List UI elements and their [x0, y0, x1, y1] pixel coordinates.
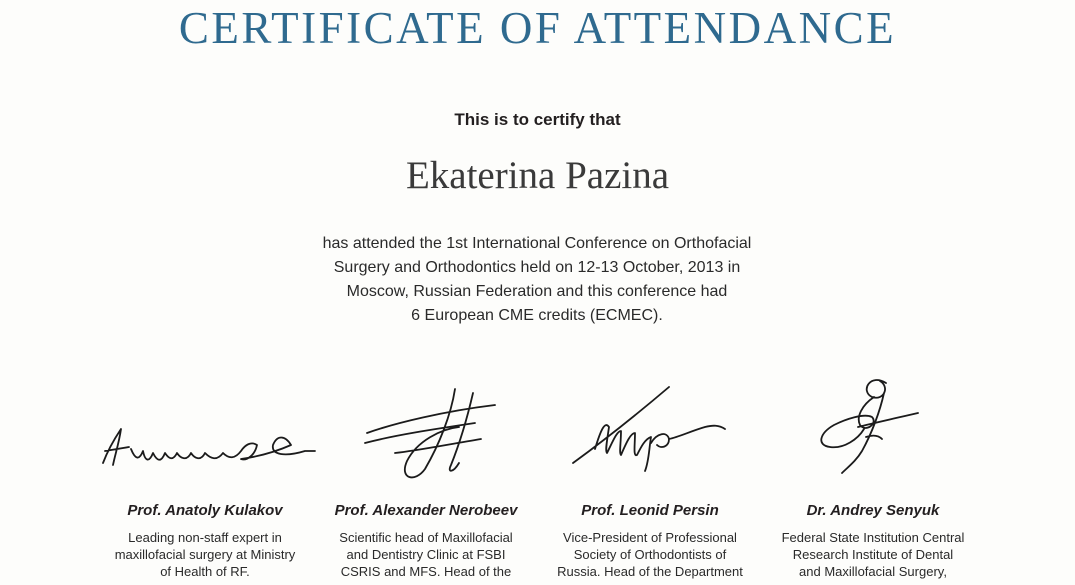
signatory-name: Prof. Anatoly Kulakov: [127, 502, 283, 519]
signature-kulakov: [95, 365, 320, 495]
attendance-statement: [262, 232, 812, 328]
recipient-name: Ekaterina Pazina: [405, 154, 670, 197]
signatory-senyuk: [758, 502, 988, 580]
certify-line: This is to certify that: [454, 110, 621, 129]
signatory-kulakov: [90, 502, 320, 580]
statement-line: 6 European CME credits (ECMEC).: [411, 307, 663, 324]
statement-line: Moscow, Russian Federation and this conference had: [346, 283, 728, 300]
statement-line: Surgery and Orthodontics held on 12-13 October, 2013 in: [333, 259, 741, 276]
signatory-persin: [535, 502, 765, 580]
signatory-role-line: Leading non-staff expert in: [128, 530, 282, 545]
signatory-nerobeev: [311, 502, 541, 580]
signatory-role-line: Russia. Head of the Department: [557, 564, 743, 579]
signatory-role-line: Scientific head of Maxillofacial: [339, 530, 513, 545]
signatory-role-line: maxillofacial surgery at Ministry: [114, 547, 296, 562]
signatory-role-line: and Dentistry Clinic at FSBI: [346, 547, 506, 562]
signatory-role-line: Federal State Institution Central: [781, 530, 965, 545]
signatory-role-line: Research Institute of Dental: [792, 547, 954, 562]
signatory-role-line: Vice-President of Professional: [563, 530, 737, 545]
signature-senyuk: [800, 365, 930, 495]
signature-persin: [565, 365, 735, 495]
certificate-title: CERTIFICATE OF ATTENDANCE: [178, 3, 897, 53]
signatory-name: Prof. Leonid Persin: [581, 502, 719, 519]
signatory-name: Prof. Alexander Nerobeev: [334, 502, 518, 519]
signatory-role-line: Society of Orthodontists of: [573, 547, 727, 562]
statement-line: has attended the 1st International Conference on Orthofacial: [322, 235, 752, 252]
signatory-role-line: CSRIS and MFS. Head of the: [340, 564, 512, 579]
signatory-role-line: and Maxillofacial Surgery,: [799, 564, 947, 579]
signatory-name: Dr. Andrey Senyuk: [806, 502, 940, 519]
signatory-role-line: of Health of RF.: [160, 564, 250, 579]
signature-nerobeev: [355, 365, 505, 495]
